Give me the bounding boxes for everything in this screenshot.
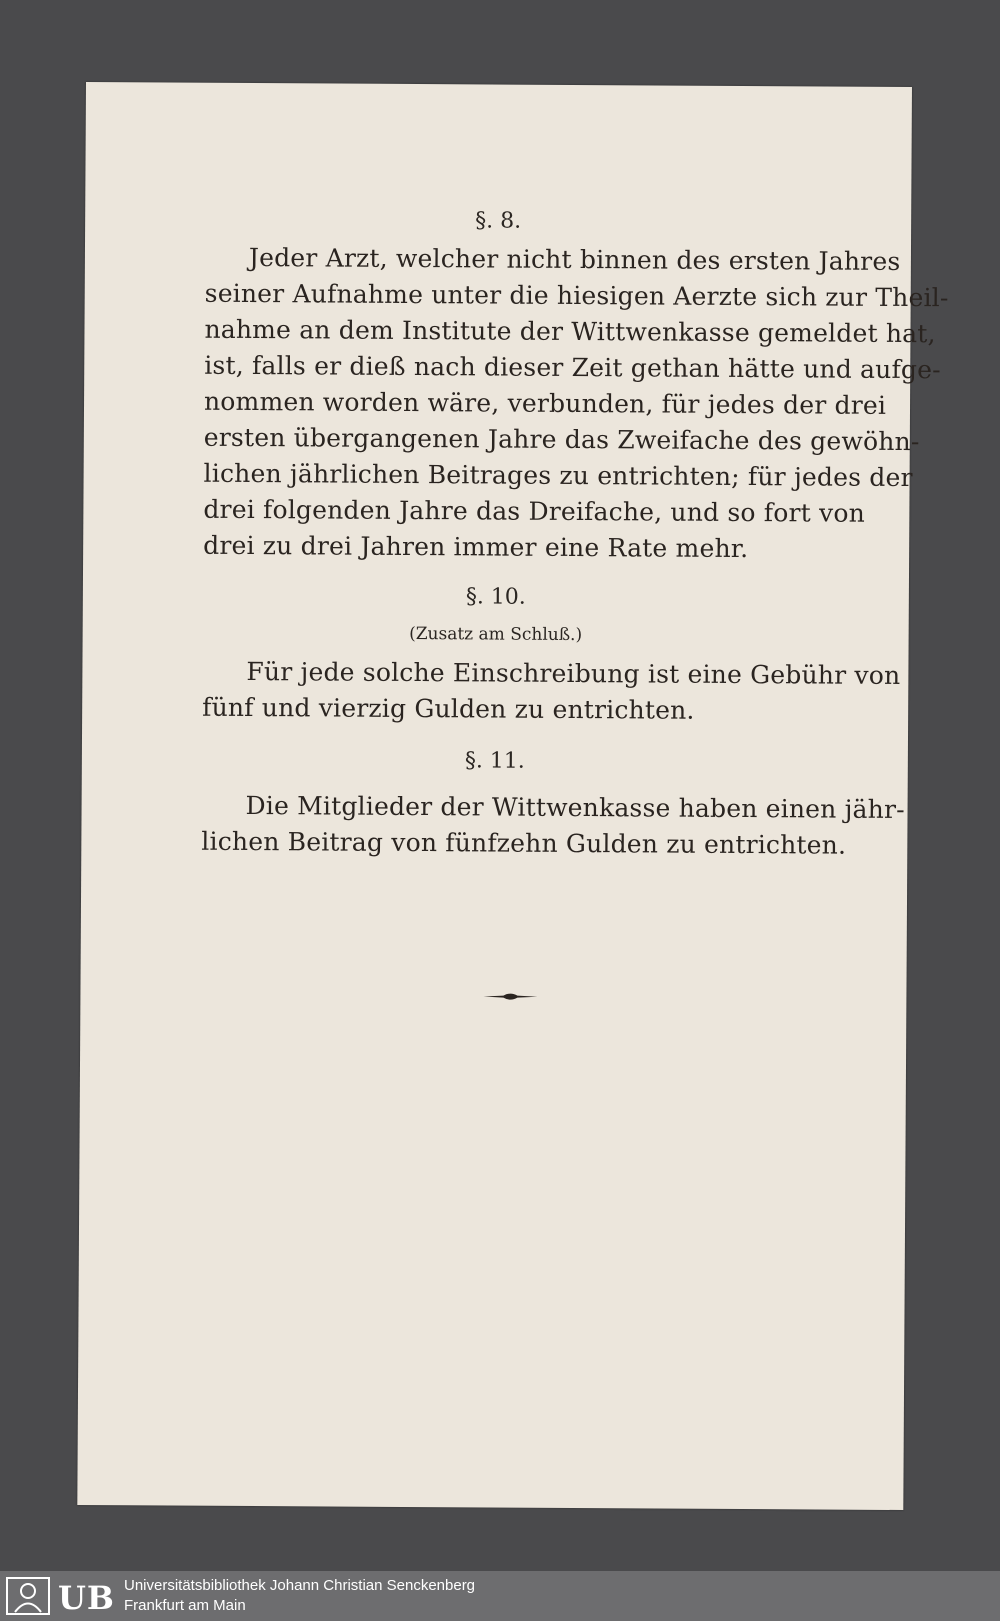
- footer-institution-name: Universitätsbibliothek Johann Christian Senckenberg: [124, 1577, 476, 1594]
- section-subheading: (Zusatz am Schluß.): [409, 623, 583, 646]
- text-line: lichen Beitrag von fünfzehn Gulden zu entrichten.: [201, 826, 847, 860]
- text-line: fünf und vierzig Gulden zu entrichten.: [202, 692, 695, 725]
- section-heading-11: §. 11.: [464, 748, 525, 774]
- portrait-icon: [6, 1577, 50, 1615]
- document-page: [77, 82, 949, 1510]
- section-heading-10: §. 10.: [465, 584, 526, 610]
- text-line: ersten übergangenen Jahre das Zweifache des gewöhn-: [203, 422, 920, 457]
- section-heading-8: §. 8.: [475, 208, 522, 234]
- logo-text: UB: [58, 1579, 115, 1617]
- text-line: drei zu drei Jahren immer eine Rate mehr.: [203, 530, 749, 564]
- library-footer: [0, 1571, 1000, 1621]
- ornament-divider: [483, 991, 537, 1001]
- text-line: seiner Aufnahme unter die hiesigen Aerzte sich zur Theil-: [204, 278, 949, 313]
- text-line: Für jede solche Einschreibung ist eine Gebühr von: [246, 656, 901, 690]
- text-line: lichen jährlichen Beitrages zu entrichten; für jedes der: [203, 458, 913, 493]
- university-library-logo: [6, 1577, 114, 1615]
- text-line: drei folgenden Jahre das Dreifache, und so fort von: [203, 494, 866, 528]
- footer-location: Frankfurt am Main: [124, 1597, 246, 1614]
- text-line: Jeder Arzt, welcher nicht binnen des ersten Jahres: [248, 242, 901, 276]
- text-line: Die Mitglieder der Wittwenkasse haben einen jähr-: [245, 790, 905, 825]
- text-line: nommen worden wäre, verbunden, für jedes der drei: [203, 386, 887, 420]
- text-line: ist, falls er dieß nach dieser Zeit gethan hätte und aufge-: [204, 350, 941, 385]
- text-line: nahme an dem Institute der Wittwenkasse gemeldet hat,: [204, 314, 936, 349]
